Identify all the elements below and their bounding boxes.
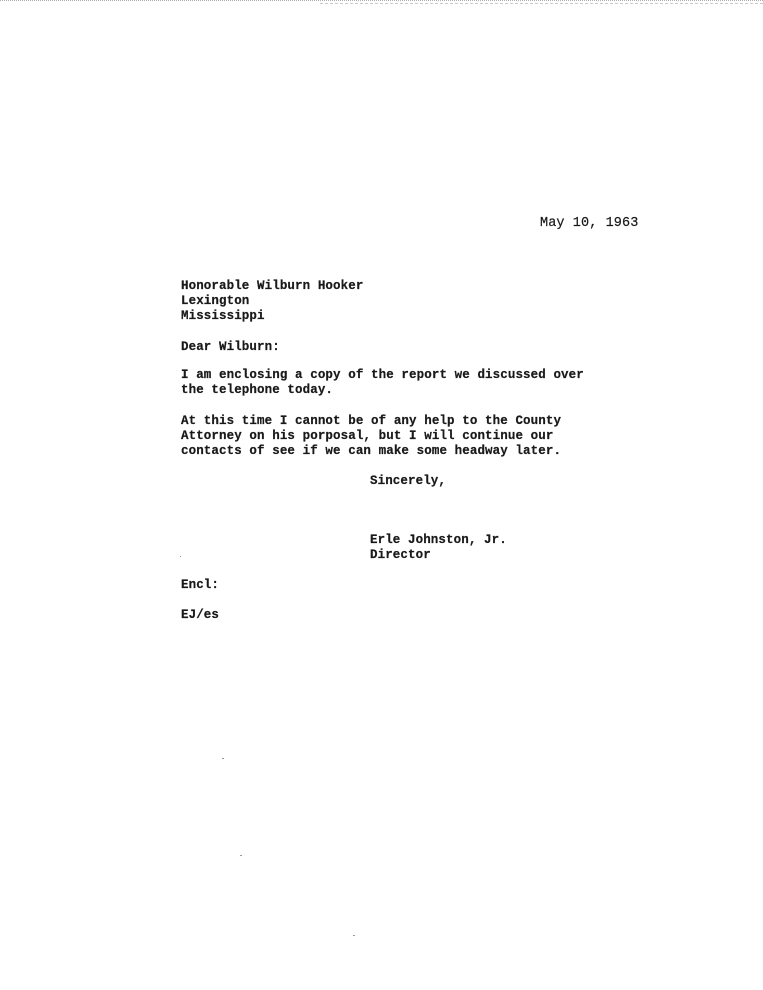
- salutation: Dear Wilburn:: [181, 340, 280, 354]
- body-line-5: contacts of see if we can make some headway later.: [181, 444, 562, 458]
- signer-title: Director: [370, 548, 431, 562]
- recipient-city: Lexington: [181, 294, 250, 308]
- closing: Sincerely,: [370, 474, 447, 488]
- body-line-4: Attorney on his porposal, but I will continue our: [181, 429, 554, 443]
- scan-speck: [240, 855, 242, 856]
- signer-name: Erle Johnston, Jr.: [370, 533, 507, 547]
- recipient-name: Honorable Wilburn Hooker: [181, 279, 364, 293]
- scan-speck: [222, 758, 224, 759]
- recipient-state: Mississippi: [181, 309, 265, 323]
- body-line-2: the telephone today.: [181, 383, 334, 397]
- enclosure-note: Encl:: [181, 578, 220, 592]
- scan-speck: [180, 556, 181, 557]
- body-line-3: At this time I cannot be of any help to the County: [181, 414, 562, 428]
- letter-date: May 10, 1963: [540, 216, 639, 231]
- typist-initials: EJ/es: [181, 608, 220, 622]
- scan-top-edge: [0, 0, 763, 8]
- scan-speck: [353, 935, 355, 936]
- body-line-1: I am enclosing a copy of the report we discussed over: [181, 368, 584, 382]
